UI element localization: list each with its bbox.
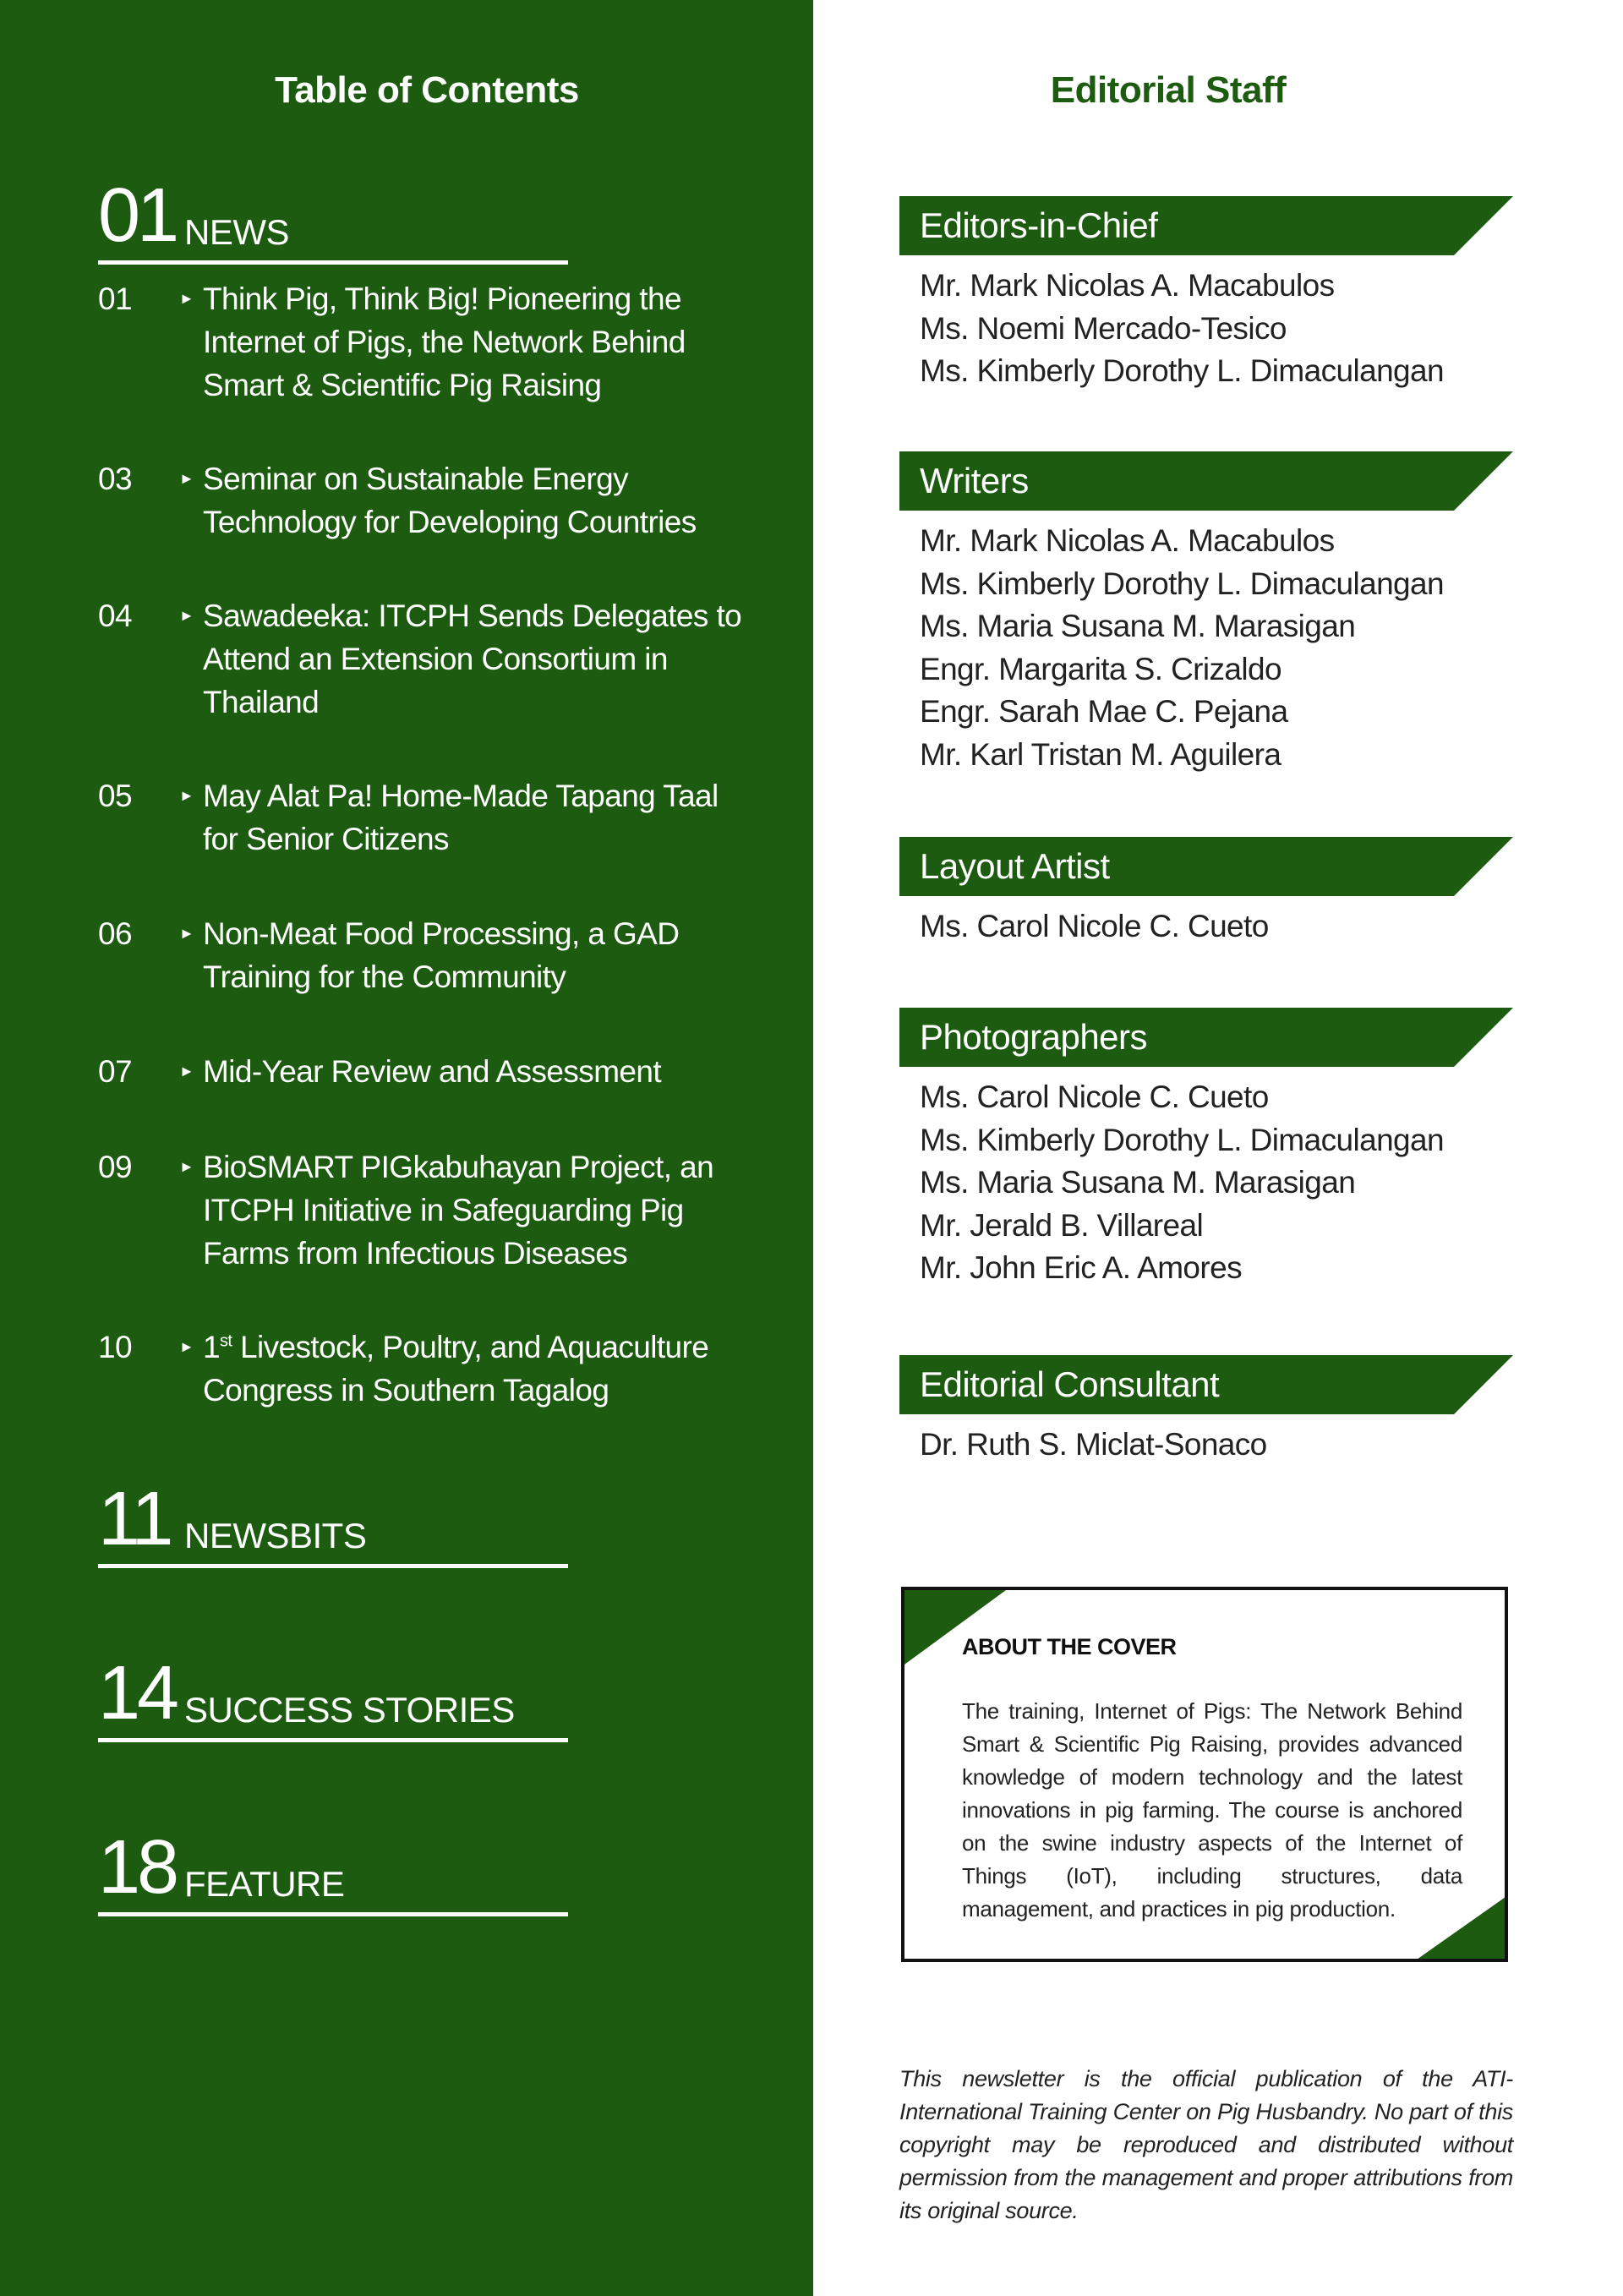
staff-name: Ms. Noemi Mercado-Tesico [920,310,1287,346]
section-name: NEWSBITS [184,1516,367,1555]
role-band [899,451,1513,511]
toc-page-number: 01 [98,282,132,316]
toc-item-title: May Alat Pa! Home-Made Tapang Taal for Senior Citizens [203,779,719,856]
toc-item-title [203,1326,744,1412]
toc-section-success-stories[interactable] [98,1651,568,1742]
staff-name: Mr. John Eric A. Amores [920,1250,1243,1285]
staff-name: Ms. Kimberly Dorothy L. Dimaculangan [920,353,1444,388]
staff-list [920,1424,1511,1467]
toc-item-title: Think Pig, Think Big! Pioneering the Internet of Pigs, the Network Behind Smart & Scientific Pig Raising [203,282,686,402]
bullet-arrow-icon: ► [179,290,194,307]
toc-item-title: Non-Meat Food Processing, a GAD Training for the Community [203,916,680,994]
staff-list [920,905,1511,948]
toc-item-title-text: Livestock, Poultry, and Aquaculture Congress in Southern Tagalog [203,1330,709,1408]
toc-page-number: 10 [98,1330,132,1364]
copyright-disclaimer: This newsletter is the official publication of the ATI-International Training Center on Pig Husbandry. No part of this copyright may be reproduced and distributed without permission from the management and proper attributions from its original source. [899,2066,1513,2223]
toc-page-number: 09 [98,1150,132,1184]
bullet-arrow-icon: ► [179,470,194,487]
section-number: 18 [98,1825,177,1910]
bullet-arrow-icon: ► [179,1158,194,1175]
ordinal-number: 1 [203,1330,220,1364]
toc-page-number: 03 [98,462,132,496]
staff-list [920,1076,1511,1290]
staff-name: Ms. Maria Susana M. Marasigan [920,609,1356,643]
toc-section-news[interactable] [98,173,568,265]
staff-name: Mr. Mark Nicolas A. Macabulos [920,268,1335,303]
toc-page-number: 07 [98,1054,132,1089]
toc-page-number: 04 [98,599,132,633]
toc-item-title: Seminar on Sustainable Energy Technology for Developing Countries [203,462,697,539]
role-band [899,1355,1513,1414]
section-number: 01 [98,173,177,258]
staff-name: Engr. Margarita S. Crizaldo [920,651,1281,686]
cover-title: ABOUT THE COVER [962,1634,1177,1659]
bullet-arrow-icon: ► [179,607,194,624]
role-label: Photographers [920,1017,1148,1057]
toc-section-newsbits[interactable] [98,1479,568,1568]
role-label: Editors-in-Chief [920,205,1158,245]
role-band [899,196,1513,255]
staff-list [920,265,1511,393]
editorial-heading: Editorial Staff [1050,69,1287,111]
staff-name: Dr. Ruth S. Miclat-Sonaco [920,1427,1267,1462]
about-cover-box [901,1587,1508,1962]
section-name: NEWS [184,212,289,252]
role-label: Editorial Consultant [920,1364,1220,1404]
toc-item-title: Sawadeeka: ITCPH Sends Delegates to Attend an Extension Consortium in Thailand [203,599,742,719]
bullet-arrow-icon: ► [179,787,194,804]
role-band [899,837,1513,896]
toc-item-title: Mid-Year Review and Assessment [203,1054,662,1089]
cover-description: The training, Internet of Pigs: The Network Behind Smart & Scientific Pig Raising, provides advanced knowledge of modern technology and the latest innovations in pig farming. The course is anchored on the swine industry aspects of the Internet of Things (IoT), including structures, data management, and practices in pig production. [962,1698,1462,1922]
role-label: Writers [920,461,1029,500]
role-label: Layout Artist [920,846,1110,886]
toc-page-number: 05 [98,779,132,813]
bullet-arrow-icon: ► [179,925,194,942]
toc-heading: Table of Contents [275,69,579,111]
staff-name: Engr. Sarah Mae C. Pejana [920,694,1288,729]
staff-name: Ms. Maria Susana M. Marasigan [920,1165,1356,1200]
ordinal-suffix: st [219,1331,232,1351]
section-name: FEATURE [184,1864,345,1904]
section-number: 14 [98,1651,177,1736]
staff-list [920,520,1511,776]
staff-name: Mr. Mark Nicolas A. Macabulos [920,523,1335,558]
staff-name: Ms. Carol Nicole C. Cueto [920,909,1269,943]
staff-name: Ms. Carol Nicole C. Cueto [920,1080,1269,1114]
bullet-arrow-icon: ► [179,1338,194,1355]
toc-section-feature[interactable] [98,1825,568,1916]
staff-name: Mr. Karl Tristan M. Aguilera [920,736,1281,772]
toc-page-number: 06 [98,916,132,951]
staff-name: Ms. Kimberly Dorothy L. Dimaculangan [920,566,1444,601]
toc-item-title: BioSMART PIGkabuhayan Project, an ITCPH Initiative in Safeguarding Pig Farms from Infectious Diseases [203,1150,714,1271]
staff-name: Mr. Jerald B. Villareal [920,1207,1204,1243]
role-band [899,1008,1513,1067]
bullet-arrow-icon: ► [179,1063,194,1080]
section-number: 11 [98,1477,171,1561]
section-name: SUCCESS STORIES [184,1690,515,1730]
staff-name: Ms. Kimberly Dorothy L. Dimaculangan [920,1122,1444,1157]
